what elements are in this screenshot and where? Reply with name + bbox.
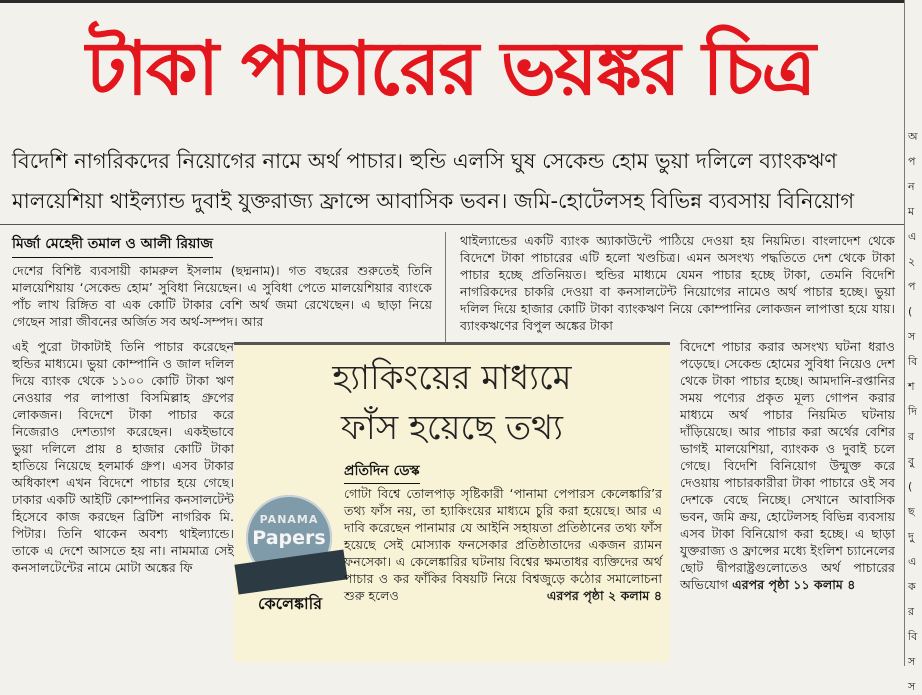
strip-char: স: [908, 330, 916, 343]
box-headline: [234, 353, 670, 453]
strip-char: প: [908, 155, 916, 168]
article-column-b-bottom: [680, 338, 895, 660]
strip-char: স: [908, 680, 916, 693]
article-column-a-top: [12, 262, 432, 340]
strip-char: র: [908, 605, 915, 618]
subheadline-2: মালয়েশিয়া থাইল্যান্ড দুবাই যুক্তরাজ্য ফ্রান্সে আবাসিক ভবন। জমি-হোটেলসহ বিভিন্ন ব্যবসায় বিনিয়োগ: [12, 189, 855, 213]
top-rule: [0, 0, 912, 3]
logo-text-top: PANAMA: [259, 513, 319, 526]
strip-char: ন: [908, 180, 915, 193]
main-headline: টাকা পাচারের ভয়ঙ্কর চিত্র: [86, 26, 814, 112]
strip-char: শ: [908, 380, 915, 393]
strip-char: দি: [908, 405, 917, 418]
column-divider: [445, 232, 446, 342]
strip-char: বি: [908, 355, 918, 368]
paragraph: [680, 338, 895, 593]
strip-char: ২: [908, 255, 916, 268]
strip-char: ক: [908, 580, 916, 593]
sidebar-story-box: [234, 342, 670, 662]
panama-papers-logo: [246, 495, 332, 581]
strip-char: ছ: [908, 505, 915, 518]
paragraph: থাইল্যান্ডের একটি ব্যাংক অ্যাকাউন্টে পাঠিয়ে দেওয়া হয় নিয়মিত। বাংলাদেশ থেকে বিদেশে টাকা পাচারের এটি হলো খণ্ডচিত্র। এমন অসংখ্য পদ্ধতিতে দেশ থেকে টাকা পাচার হচ্ছে প্রতিনিয়ত। হুন্ডির মাধ্যমে যেমন পাচার হচ্ছে টাকা, তেমনি বিদেশি নাগরিকদের চাকরি দেওয়া বা কনসালটেন্ট নিয়োগের নামেও অর্থ পাচার হচ্ছে। ভুয়া দলিল দিয়ে হাজার কোটি টাকা ব্যাংকঋণ নিয়ে কোম্পানির লোকজন লাপাত্তা হয়ে যায়। ব্যাংকঋণের বিপুল অঙ্কের টাকা: [460, 233, 895, 333]
strip-char: অ: [908, 130, 918, 143]
strip-char: স: [908, 655, 916, 668]
strip-char: বি: [908, 630, 918, 643]
continuation-link[interactable]: এরপর পৃষ্ঠা ১১ কলাম ৪: [732, 577, 856, 592]
box-body: [344, 485, 662, 604]
byline: মির্জা মেহেদী তমাল ও আলী রিয়াজ: [12, 232, 213, 258]
paragraph: এই পুরো টাকাটাই তিনি পাচার করেছেন হুন্ডির মাধ্যমে। ভুয়া কোম্পানি ও জাল দলিল দিয়ে ব্যাংক থেকে ১১০০ কোটি টাকা ঋণ নেওয়ার পর লাপাত্তা বিসমিল্লাহ গ্রুপের লোকজন। বিদেশে টাকা পাচার করে নিজেরাও দেশত্যাগ করেছেন। একইভাবে ভুয়া দলিলে প্রায় ৪ হাজার কোটি টাকা হাতিয়ে নিয়েছে হলমার্ক গ্রুপ। এসব টাকার অধিকাংশ এখন বিদেশে পাচার হয়ে গেছে। ঢাকার একটি আইটি কোম্পানির কনসালটেন্ট হিসেবে কাজ করছেন ব্রিটিশ নাগরিক মি. পিটার। তিনি থাকেন অবশ্য থাইল্যান্ডে। তাকে এ দেশে আসতে হয় না। নামমাত্র সেই কনসালটেন্টের নামে মোটা অঙ্কের ফি: [12, 339, 234, 575]
article-column-b-top: [460, 232, 895, 342]
strip-char: এ: [908, 555, 917, 568]
strip-char: (: [908, 480, 913, 493]
strip-char: র: [908, 430, 915, 443]
box-body-text: গোটা বিশ্বে তোলপাড় সৃষ্টিকারী ‘পানামা পেপারস কেলেঙ্কারি’র তথ্য ফাঁস নয়, তা হ্যাকিংয়ের মাধ্যমে চুরি করা হয়েছে। আর এ দাবি করেছেন পানামার যে আইনি সহায়তা প্রতিষ্ঠানের তথ্য ফাঁস হয়েছে সেই মোস্যাক ফনসেকার প্রতিষ্ঠাতাদের একজন র‍্যামন ফনসেকা। এ কেলেঙ্কারির ঘটনায় বিশ্বের ক্ষমতাধর ব্যক্তিদের অর্থ পাচার ও কর ফাঁকির বিষয়টি নিয়ে বিশ্বজুড়ে কঠোর সমালোচনা শুরু হলেও: [344, 486, 662, 603]
strip-char: বু: [908, 455, 915, 468]
adjacent-article-edge: [904, 0, 922, 693]
strip-char: ম: [908, 205, 915, 218]
strip-char: এ: [908, 230, 917, 243]
article-column-a-bottom: [12, 338, 234, 660]
strip-char: প: [908, 280, 916, 293]
box-byline: প্রতিদিন ডেস্ক: [344, 459, 420, 484]
subheadline-1: বিদেশি নাগরিকদের নিয়োগের নামে অর্থ পাচার। হুন্ডি এলসি ঘুষ সেকেন্ড হোম ভুয়া দলিলে ব্যাংকঋণ: [12, 149, 837, 173]
paragraph: দেশের বিশিষ্ট ব্যবসায়ী কামরুল ইসলাম (ছদ্মনাম)। গত বছরের শুরুতেই তিনি মালয়েশিয়ায় ‘সেকেন্ড হোম’ সুবিধা নিয়েছেন। এ সুবিধা পেতে মালয়েশিয়ার ব্যাংকে পাঁচ লাখ রিঙ্গিত বা এক কোটি টাকার বেশি অর্থ জমা রেখেছেন। এ ছাড়া নিয়ে গেছেন সারা জীবনের অর্জিত সব অর্থ-সম্পদ। আর: [12, 263, 432, 329]
strip-char: দু: [908, 530, 914, 543]
box-headline-line-1: হ্যাকিংয়ের মাধ্যমে: [332, 358, 572, 398]
section-divider: [0, 224, 905, 225]
box-tag: কেলেঙ্কারি: [257, 594, 323, 613]
logo-band: [234, 549, 347, 594]
box-headline-line-2: ফাঁস হয়েছে তথ্য: [341, 408, 563, 448]
logo-text-main: Papers: [252, 527, 326, 549]
strip-char: (: [908, 305, 913, 318]
box-continuation-link[interactable]: এরপর পৃষ্ঠা ২ কলাম ৪: [546, 588, 662, 603]
paragraph-text: বিদেশে পাচার করার অসংখ্য ঘটনা ধরাও পড়েছে। সেকেন্ড হোমের সুবিধা নিয়েও দেশ থেকে টাকা পাচার হচ্ছে। আমদানি-রপ্তানির সময় পণ্যের প্রকৃত মূল্য গোপন করার মাধ্যমে অর্থ পাচার নিয়মিত ঘটনায় দাঁড়িয়েছে। আর পাচার করা অর্থের বেশির ভাগই মালয়েশিয়া, ব্যাংকক ও দুবাই চলে গেছে। বিদেশি বিনিয়োগ উন্মুক্ত করে দেওয়ায় পাচারকারীরা টাকা পাচারে ওই সব দেশকে বেছে নিচ্ছে। সেখানে আবাসিক ভবন, জমি ক্রয়, হোটেলসহ বিভিন্ন ব্যবসায় এসব টাকা বিনিয়োগ করা হচ্ছে। এ ছাড়া যুক্তরাজ্য ও ফ্রান্সের মধ্যে ইংলিশ চ্যানেলের ছোট দ্বীপরাষ্ট্রগুলোতেও অর্থ পাচারের অভিযোগ: [680, 339, 895, 592]
